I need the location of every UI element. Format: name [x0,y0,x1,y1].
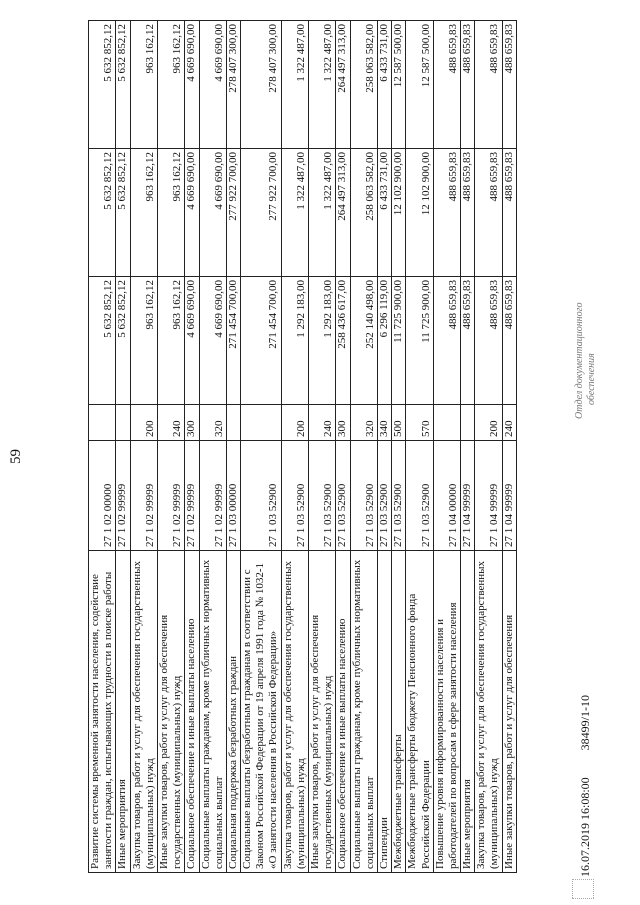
row-name: Иные закупки товаров, работ и услуг для обеспечения [502,551,516,873]
budget-table [88,20,517,873]
row-code: 27 1 03 52900 [241,441,282,551]
row-amount-2021: 4 669 690,00 [199,21,226,149]
row-amount-2021: 488 659,83 [475,21,502,149]
row-code: 27 1 02 99999 [130,441,157,551]
row-amount-2020: 4 669 690,00 [199,149,226,277]
row-amount-2020: 6 433 731,00 [377,149,391,277]
table-row [502,21,516,873]
row-amount-2019: 4 669 690,00 [185,277,199,405]
row-amount-2019: 11 725 900,00 [406,277,433,405]
row-expense-type: 320 [199,405,226,441]
row-expense-type: 570 [406,405,433,441]
row-amount-2019: 258 436 617,00 [336,277,350,405]
stamp-line-2: обеспечения [585,353,597,405]
row-amount-2021: 963 162,12 [130,21,157,149]
row-code: 27 1 03 52900 [281,441,308,551]
row-amount-2019: 488 659,83 [475,277,502,405]
row-expense-type: 200 [281,405,308,441]
row-code: 27 1 03 52900 [406,441,433,551]
row-amount-2021: 1 322 487,00 [309,21,336,149]
row-amount-2019: 488 659,83 [461,277,475,405]
budget-table-body [89,21,517,873]
row-expense-type: 300 [185,405,199,441]
row-expense-type: 500 [392,405,406,441]
row-code: 27 1 03 52900 [336,441,350,551]
row-amount-2020: 963 162,12 [157,149,184,277]
row-amount-2021: 278 407 300,00 [226,21,240,149]
department-stamp [574,302,597,419]
row-name: Межбюджетные трансферты [392,551,406,873]
table-row [130,21,157,873]
table-row [226,21,240,873]
row-amount-2020: 963 162,12 [130,149,157,277]
row-amount-2020: 488 659,83 [433,149,460,277]
row-name: Повышение уровня информированности населения и работодателей по вопросам в сфере занятости населения [433,551,460,873]
row-amount-2021: 5 632 852,12 [89,21,116,149]
row-expense-type [226,405,240,441]
row-amount-2019: 6 296 119,00 [377,277,391,405]
row-amount-2020: 488 659,83 [475,149,502,277]
row-name: Закупка товаров, работ и услуг для обеспечения государственных (муниципальных) нужд [475,551,502,873]
row-code: 27 1 02 99999 [185,441,199,551]
row-amount-2021: 963 162,12 [157,21,184,149]
row-code: 27 1 03 52900 [309,441,336,551]
page-number: 59 [8,449,24,464]
row-amount-2021: 4 669 690,00 [185,21,199,149]
table-row [116,21,130,873]
table-row [336,21,350,873]
row-name: Социальные выплаты гражданам, кроме публичных нормативных социальных выплат [199,551,226,873]
table-row [350,21,377,873]
row-expense-type: 340 [377,405,391,441]
row-amount-2019: 5 632 852,12 [89,277,116,405]
row-amount-2019: 11 725 900,00 [392,277,406,405]
row-amount-2020: 488 659,83 [461,149,475,277]
table-row [157,21,184,873]
row-amount-2021: 1 322 487,00 [281,21,308,149]
row-amount-2020: 12 102 900,00 [406,149,433,277]
table-row [475,21,502,873]
row-expense-type: 320 [350,405,377,441]
row-amount-2020: 258 063 582,00 [350,149,377,277]
row-amount-2019: 1 292 183,00 [309,277,336,405]
row-code: 27 1 02 99999 [157,441,184,551]
row-amount-2020: 277 922 700,00 [226,149,240,277]
row-name: Иные закупки товаров, работ и услуг для обеспечения государственных (муниципальных) нужд [309,551,336,873]
row-name: Закупка товаров, работ и услуг для обеспечения государственных (муниципальных) нужд [281,551,308,873]
row-amount-2021: 488 659,83 [433,21,460,149]
row-amount-2019: 271 454 700,00 [226,277,240,405]
stamp-line-1: Отдел документационного [574,302,585,419]
row-name: Социальные выплаты безработным гражданам в соответствии с Законом Российской Федерации от 19 апреля 1991 года № 1032-1 «О занятости населения в Российской Федерации» [241,551,282,873]
row-expense-type: 240 [157,405,184,441]
row-amount-2021: 488 659,83 [461,21,475,149]
row-amount-2021: 264 497 313,00 [336,21,350,149]
table-row [199,21,226,873]
row-amount-2019: 1 292 183,00 [281,277,308,405]
row-name: Социальное обеспечение и иные выплаты населению [336,551,350,873]
row-amount-2021: 12 587 500,00 [406,21,433,149]
row-amount-2021: 6 433 731,00 [377,21,391,149]
row-code: 27 1 04 99999 [461,441,475,551]
row-amount-2019: 271 454 700,00 [241,277,282,405]
table-row [281,21,308,873]
row-expense-type: 240 [502,405,516,441]
row-expense-type [433,405,460,441]
print-datetime: 16.07.2019 16:08:00 [578,777,592,877]
row-amount-2021: 258 063 582,00 [350,21,377,149]
row-amount-2020: 5 632 852,12 [89,149,116,277]
row-code: 27 1 02 00000 [89,441,116,551]
row-amount-2020: 277 922 700,00 [241,149,282,277]
row-name: Иные закупки товаров, работ и услуг для обеспечения государственных (муниципальных) нужд [157,551,184,873]
row-code: 27 1 03 52900 [350,441,377,551]
row-amount-2020: 488 659,83 [502,149,516,277]
row-amount-2020: 4 669 690,00 [185,149,199,277]
document-id: 38499/1-10 [578,694,592,751]
row-expense-type [461,405,475,441]
row-name: Стипендии [377,551,391,873]
row-amount-2019: 488 659,83 [502,277,516,405]
row-code: 27 1 04 00000 [433,441,460,551]
row-amount-2021: 5 632 852,12 [116,21,130,149]
row-code: 27 1 02 99999 [199,441,226,551]
row-name: Социальная поддержка безработных граждан [226,551,240,873]
row-amount-2020: 5 632 852,12 [116,149,130,277]
row-amount-2021: 488 659,83 [502,21,516,149]
row-amount-2021: 12 587 500,00 [392,21,406,149]
row-name: Социальные выплаты гражданам, кроме публичных нормативных социальных выплат [350,551,377,873]
row-code: 27 1 02 99999 [116,441,130,551]
row-amount-2020: 264 497 313,00 [336,149,350,277]
row-name: Закупка товаров, работ и услуг для обеспечения государственных (муниципальных) нужд [130,551,157,873]
table-row [433,21,460,873]
table-row [241,21,282,873]
table-row [392,21,406,873]
row-amount-2019: 963 162,12 [130,277,157,405]
table-row [406,21,433,873]
row-amount-2021: 278 407 300,00 [241,21,282,149]
row-code: 27 1 03 52900 [392,441,406,551]
row-amount-2019: 5 632 852,12 [116,277,130,405]
row-amount-2020: 1 322 487,00 [281,149,308,277]
row-name: Развитие системы временной занятости населения, содействие занятости граждан, испытывающих трудности в поиске работы [89,551,116,873]
row-amount-2020: 1 322 487,00 [309,149,336,277]
corner-stamp [572,879,594,899]
row-amount-2019: 252 140 498,00 [350,277,377,405]
row-amount-2019: 963 162,12 [157,277,184,405]
table-row [309,21,336,873]
row-amount-2019: 4 669 690,00 [199,277,226,405]
row-amount-2019: 488 659,83 [433,277,460,405]
row-expense-type: 200 [130,405,157,441]
row-code: 27 1 04 99999 [475,441,502,551]
table-row [461,21,475,873]
row-code: 27 1 04 99999 [502,441,516,551]
row-expense-type: 200 [475,405,502,441]
row-expense-type [241,405,282,441]
table-row [89,21,116,873]
row-code: 27 1 03 52900 [377,441,391,551]
row-code: 27 1 03 00000 [226,441,240,551]
table-row [185,21,199,873]
row-name: Иные мероприятия [116,551,130,873]
row-expense-type [89,405,116,441]
table-row [377,21,391,873]
row-expense-type: 300 [336,405,350,441]
row-expense-type [116,405,130,441]
row-name: Иные мероприятия [461,551,475,873]
row-amount-2020: 12 102 900,00 [392,149,406,277]
row-name: Социальное обеспечение и иные выплаты населению [185,551,199,873]
print-footer [578,695,593,877]
row-name: Межбюджетные трансферты бюджету Пенсионного фонда Российской Федерации [406,551,433,873]
row-expense-type: 240 [309,405,336,441]
